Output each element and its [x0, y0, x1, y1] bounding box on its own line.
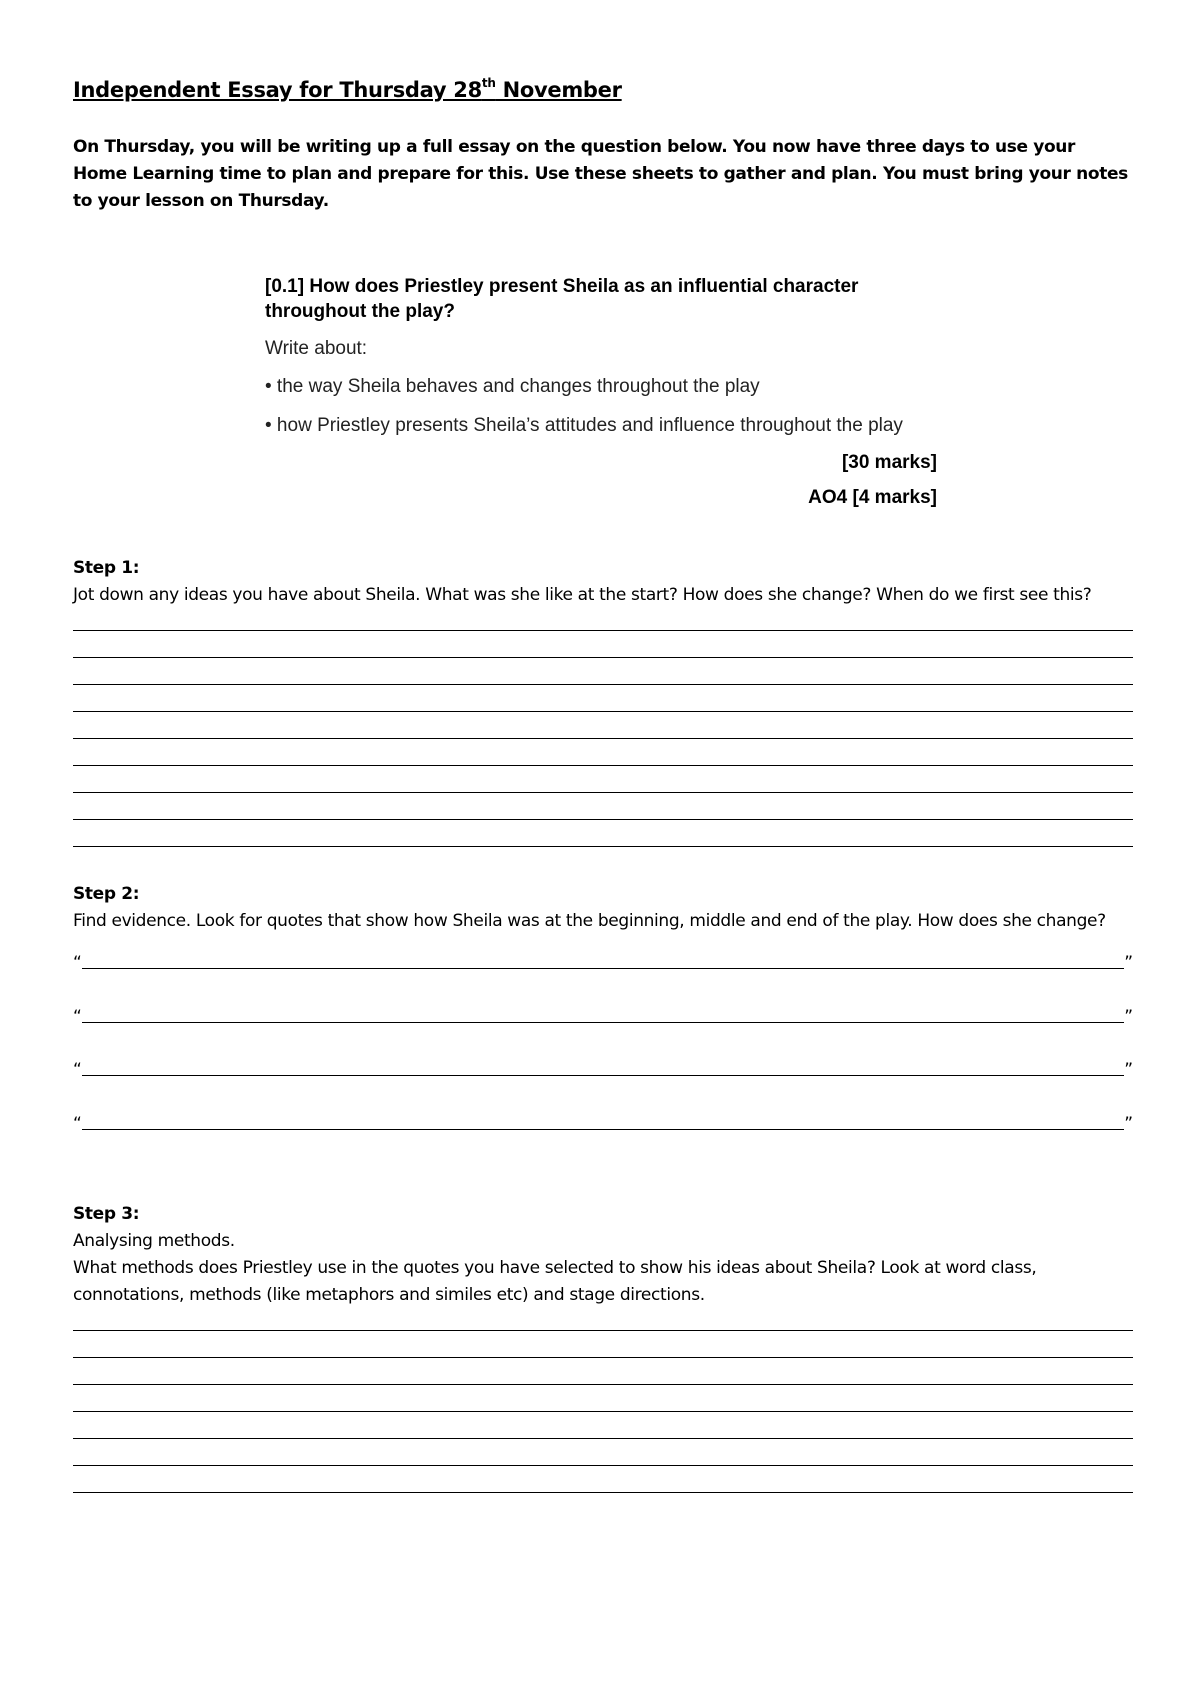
- step-3-answer-lines: [73, 1311, 1133, 1500]
- step-3-instructions: What methods does Priestley use in the quotes you have selected to show his ideas about Sheila? Look at word class, connotations, methods (like metaphors and similes etc) and stage directions.: [73, 1258, 1037, 1306]
- answer-line[interactable]: [73, 1365, 1133, 1392]
- answer-line[interactable]: [73, 800, 1133, 827]
- step-2-section: [73, 881, 1133, 1149]
- answer-line[interactable]: [73, 1419, 1133, 1446]
- quote-line[interactable]: [73, 1096, 1133, 1150]
- step-1-answer-lines: [73, 611, 1133, 854]
- write-about-label: Write about:: [265, 338, 368, 360]
- quote-line[interactable]: [73, 989, 1133, 1043]
- answer-line[interactable]: [73, 1473, 1133, 1500]
- quote-rule: [82, 968, 1124, 969]
- answer-line[interactable]: [73, 719, 1133, 746]
- question-heading: [0.1] How does Priestley present Sheila as an influential character throughout the play?: [265, 276, 859, 323]
- exam-question: [265, 274, 945, 509]
- title-end: November: [495, 78, 622, 102]
- worksheet-page: [73, 76, 1133, 1500]
- answer-line[interactable]: [73, 827, 1133, 854]
- answer-line[interactable]: [73, 1446, 1133, 1473]
- open-quote-mark: “: [73, 1060, 82, 1081]
- close-quote-mark: ”: [1124, 1113, 1133, 1134]
- step-1-section: [73, 555, 1133, 854]
- question-bullet-1: • the way Sheila behaves and changes throughout the play: [265, 376, 760, 398]
- answer-line[interactable]: [73, 746, 1133, 773]
- ao4-marks-label: AO4 [4 marks]: [808, 487, 937, 509]
- open-quote-mark: “: [73, 953, 82, 974]
- answer-line[interactable]: [73, 773, 1133, 800]
- title-superscript: th: [481, 76, 496, 90]
- answer-line[interactable]: [73, 1338, 1133, 1365]
- title-main: Independent Essay for Thursday 28: [73, 78, 482, 102]
- answer-line[interactable]: [73, 638, 1133, 665]
- answer-line[interactable]: [73, 1392, 1133, 1419]
- quote-rule: [82, 1022, 1124, 1023]
- answer-line[interactable]: [73, 692, 1133, 719]
- quote-rule: [82, 1075, 1124, 1076]
- close-quote-mark: ”: [1124, 1006, 1133, 1027]
- step-3-title: Step 3:: [73, 1204, 140, 1225]
- quote-line[interactable]: [73, 935, 1133, 989]
- open-quote-mark: “: [73, 1113, 82, 1134]
- step-3-subtitle: Analysing methods.: [73, 1231, 235, 1252]
- answer-line[interactable]: [73, 1311, 1133, 1338]
- answer-line[interactable]: [73, 665, 1133, 692]
- question-bullet-2: • how Priestley presents Sheila’s attitudes and influence throughout the play: [265, 415, 903, 437]
- close-quote-mark: ”: [1124, 953, 1133, 974]
- step-3-section: [73, 1201, 1133, 1500]
- marks-label: [30 marks]: [841, 452, 937, 474]
- step-2-quote-lines: [73, 935, 1133, 1149]
- close-quote-mark: ”: [1124, 1060, 1133, 1081]
- step-2-instructions: Find evidence. Look for quotes that show how Sheila was at the beginning, middle and end of the play. How does she change?: [73, 911, 1106, 932]
- page-title: [73, 76, 1133, 104]
- answer-line[interactable]: [73, 611, 1133, 638]
- intro-instructions: On Thursday, you will be writing up a full essay on the question below. You now have three days to use your Home Learning time to plan and prepare for this. Use these sheets to gather and plan. You must bring your notes to your lesson on Thursday.: [73, 137, 1128, 212]
- quote-rule: [82, 1129, 1124, 1130]
- step-1-title: Step 1:: [73, 558, 140, 579]
- step-1-instructions: Jot down any ideas you have about Sheila. What was she like at the start? How does she change? When do we first see this?: [73, 585, 1092, 606]
- open-quote-mark: “: [73, 1006, 82, 1027]
- quote-line[interactable]: [73, 1042, 1133, 1096]
- step-2-title: Step 2:: [73, 884, 140, 905]
